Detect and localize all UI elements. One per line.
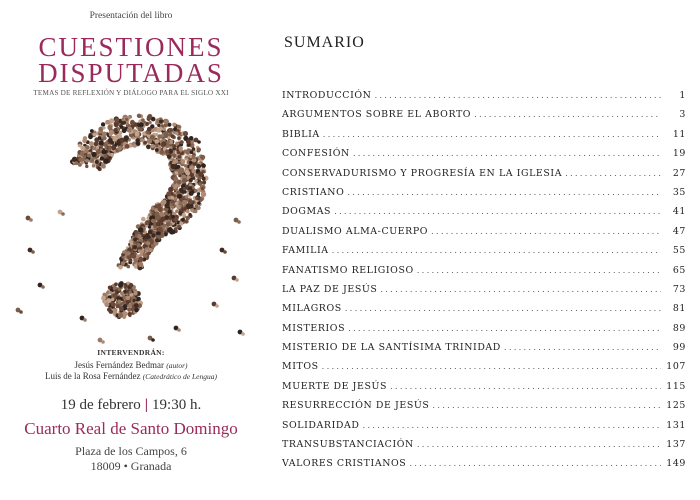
- toc-entry: [282, 168, 686, 187]
- toc-dot-leader: [409, 459, 661, 469]
- toc-entry: [282, 109, 686, 128]
- toc-entry-page: 1: [679, 90, 686, 101]
- toc-entry-label: FANATISMO RELIGIOSO: [282, 264, 414, 276]
- toc-entry-page: 55: [672, 245, 686, 257]
- event-venue: Cuarto Real de Santo Domingo: [24, 419, 238, 438]
- toc-dot-leader: [348, 324, 661, 334]
- toc-entry-page: 99: [672, 342, 686, 354]
- toc-dot-leader: [353, 149, 661, 159]
- toc-entry-page: 137: [666, 439, 686, 451]
- speaker-2-name: Luis de la Rosa Fernández: [45, 371, 141, 381]
- toc-entry: [282, 90, 686, 109]
- toc-dot-leader: [332, 246, 661, 256]
- toc-dot-leader: [565, 169, 661, 179]
- toc-entry-label: CONSERVADURISMO Y PROGRESÍA EN LA IGLESIA: [282, 167, 563, 179]
- toc-entry-page: 125: [666, 400, 686, 412]
- toc-dot-leader: [417, 266, 661, 276]
- toc-dot-leader: [363, 421, 662, 431]
- question-mark-crowd-illustration: [0, 100, 262, 348]
- toc-entry-page: 19: [672, 148, 686, 160]
- event-time: 19:30 h.: [152, 397, 202, 413]
- toc-entry-label: CRISTIANO: [282, 186, 345, 198]
- toc-entry: [282, 265, 686, 284]
- toc-entry: [282, 284, 686, 303]
- toc-entry-page: 73: [672, 283, 686, 295]
- speaker-1: [0, 360, 262, 370]
- toc-entry-label: CONFESIÓN: [282, 148, 350, 160]
- toc-entry: [282, 148, 686, 167]
- toc-entry-label: MUERTE DE JESÚS: [282, 380, 388, 392]
- book-subtitle: TEMAS DE REFLEXIÓN Y DIÁLOGO PARA EL SIGLO XXI: [33, 89, 229, 97]
- toc-entry-label: MISTERIOS: [282, 322, 346, 334]
- event-datetime: [0, 397, 262, 414]
- toc-entry-page: 131: [666, 419, 686, 431]
- toc-entry: [282, 439, 686, 458]
- toc-entry: [282, 129, 686, 148]
- speaker-1-role: (autor): [166, 361, 188, 370]
- toc-entry-label: MISTERIO DE LA SANTÍSIMA TRINIDAD: [282, 342, 501, 354]
- toc-dot-leader: [432, 401, 661, 411]
- toc-entry: [282, 323, 686, 342]
- speaker-2: [0, 371, 262, 381]
- toc-entry: [282, 458, 686, 477]
- toc-entry: [282, 226, 686, 245]
- toc-entry-label: ARGUMENTOS SOBRE EL ABORTO: [282, 109, 472, 121]
- toc-entry-label: RESURRECCIÓN DE JESÚS: [282, 400, 430, 412]
- book-title-line-2: DISPUTADAS: [38, 58, 224, 88]
- toc-entry-label: BIBLIA: [282, 128, 320, 140]
- toc-entry-page: 47: [672, 225, 686, 237]
- toc-dot-leader: [345, 304, 661, 314]
- toc-entry: [282, 303, 686, 322]
- toc-entry-label: INTRODUCCIÓN: [282, 90, 372, 101]
- toc-dot-leader: [431, 227, 661, 237]
- toc-dot-leader: [417, 440, 661, 450]
- toc-entry-page: 35: [672, 186, 686, 198]
- toc-entry-page: 115: [666, 380, 686, 392]
- toc-entry: [282, 381, 686, 400]
- toc-entry-label: DUALISMO ALMA-CUERPO: [282, 225, 429, 237]
- toc-entry-label: MITOS: [282, 361, 319, 373]
- toc-entry-label: FAMILIA: [282, 245, 329, 257]
- event-date: 19 de febrero: [60, 397, 141, 413]
- toc-entry-page: 11: [672, 128, 686, 140]
- toc-entry-page: 107: [666, 361, 686, 373]
- toc-entry-page: 65: [672, 264, 686, 276]
- speakers-heading: INTERVENDRÁN:: [97, 348, 165, 357]
- toc-entry: [282, 245, 686, 264]
- toc-entry-label: MILAGROS: [282, 303, 342, 315]
- toc-dot-leader: [474, 110, 661, 120]
- toc-entry-page: 27: [672, 167, 686, 179]
- toc-entry-label: LA PAZ DE JESÚS: [282, 283, 378, 295]
- toc-entry-page: 41: [672, 206, 686, 218]
- toc-dot-leader: [334, 207, 661, 217]
- toc-entry: [282, 400, 686, 419]
- book-presentation-poster: [0, 0, 262, 500]
- toc-entry: [282, 420, 686, 439]
- toc-entry: [282, 361, 686, 380]
- table-of-contents: [282, 90, 686, 478]
- toc-entry: [282, 187, 686, 206]
- toc-dot-leader: [504, 343, 661, 353]
- toc-dot-leader: [380, 285, 661, 295]
- toc-entry-page: 149: [666, 458, 686, 470]
- toc-dot-leader: [347, 188, 661, 198]
- datetime-separator: |: [144, 397, 149, 413]
- toc-heading: SUMARIO: [284, 34, 365, 51]
- toc-dot-leader: [323, 130, 661, 140]
- toc-dot-leader: [374, 91, 661, 101]
- book-title-line-1: CUESTIONES: [38, 32, 224, 62]
- toc-dot-leader: [390, 382, 661, 392]
- toc-entry-label: DOGMAS: [282, 206, 332, 218]
- toc-dot-leader: [322, 362, 661, 372]
- toc-entry-page: 89: [672, 322, 686, 334]
- toc-entry-label: VALORES CRISTIANOS: [282, 458, 407, 470]
- venue-address-city: 18009 • Granada: [90, 459, 172, 473]
- toc-entry-label: SOLIDARIDAD: [282, 419, 360, 431]
- toc-entry: [282, 342, 686, 361]
- speaker-1-name: Jesús Fernández Bedmar: [74, 360, 164, 370]
- toc-entry-page: 3: [679, 109, 686, 121]
- speaker-2-role: (Catedrático de Lengua): [142, 372, 217, 381]
- toc-entry-label: TRANSUBSTANCIACIÓN: [282, 439, 414, 451]
- toc-entry: [282, 206, 686, 225]
- poster-kicker: Presentación del libro: [89, 11, 173, 21]
- venue-address-street: Plaza de los Campos, 6: [75, 444, 187, 458]
- toc-entry-page: 81: [672, 303, 686, 315]
